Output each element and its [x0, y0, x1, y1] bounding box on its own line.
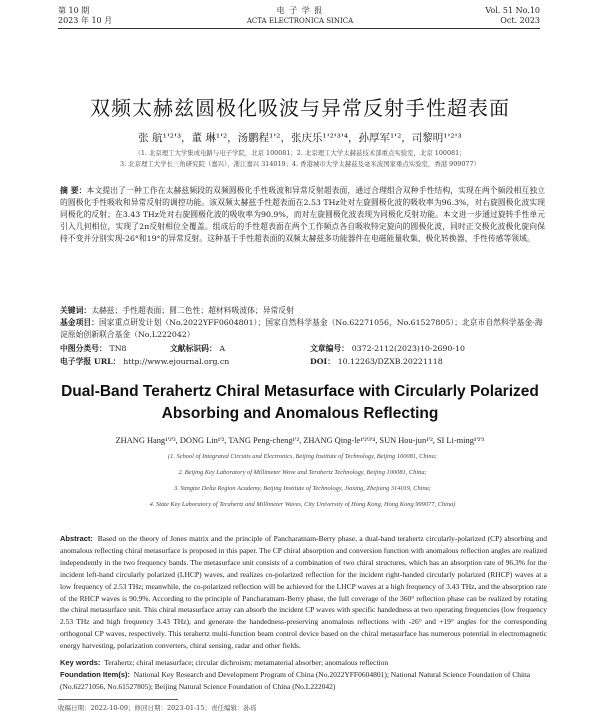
abstract-en-text: Based on the theory of Jones matrix and the principle of Pancharatnam-Berry phase, a dual-band terahertz circularly-polarized (CP) absorbing and anomalous reflecting chiral metasurface is proposed in this paper. The CP chiral absorption and conversion function with anomalous reflection angles are realized independently in the two frequency bands. The metasurface unit consists of a combination of two chiral structures, which has an absorption rate of 96.3% for the incident left-hand circularly polarized (LHCP) waves, and realizes co-polarized reflection for the incident right-handed circularly polarized (RHCP) waves at a low frequency of 2.53 THz; meanwhile, the co-polarized reflection will be achieved for the LHCP waves at a high frequency of 3.43 THz, and the absorption rate of the RHCP waves is 90.9%. According to the principle of Pancharatnam-Berry phase, the full coverage of the 360° reflection phase can be realized by rotating the chiral metasurface unit. This chiral metasurface array can absorb the incident CP waves with specific handedness at two operating frequencies (low frequency 2.53 THz and high frequency 3.43 THz), and generate the handedness-preserving anomalous reflections with -26° and +19° angles for the corresponding orthogonal CP waves, respectively. This terahertz multi-function beam control device based on the chiral metasurface has numerous potential in electromagnetic energy harvesting, polarization converters, chiral sensing, radar and other fields. [60, 534, 547, 651]
clc-label: 中图分类号： [60, 344, 107, 353]
fund-en-text: National Key Research and Development Program of China (No.2022YFF0604801); National Natural Science Foundation of China (No.62271056, No.61527805); Beijing Natural Science Foundation of China (No.L222042) [60, 670, 531, 691]
keywords-en-text: Terahertz; chiral metasurface; circular dichroism; metamaterial absorber; anomalous reflection [104, 658, 389, 667]
volume-number: Vol. 51 No.10 [485, 6, 540, 15]
fund-cn [60, 317, 545, 340]
clc-number [60, 343, 126, 355]
doi [310, 356, 443, 368]
abstract-cn [60, 185, 545, 245]
abstract-cn-label: 摘 要： [60, 186, 87, 195]
title-en-line-1: Dual-Band Terahertz Chiral Metasurface with Circularly Polarized [61, 383, 539, 400]
article-value: 0372-2112(2023)10-2690-10 [351, 344, 465, 353]
journal-url [60, 356, 229, 368]
affiliation-en-3: 3. Yangtze Delta Region Academy, Beijing Institute of Technology, Jiaxing, Zhejiang 314019, China; [174, 485, 431, 492]
keywords-cn [60, 305, 545, 317]
url-label: 电子学报 URL： [60, 357, 121, 366]
keywords-en [60, 657, 547, 669]
fund-cn-text: 国家重点研发计划（No.2022YFF0604801）；国家自然科学基金（No.62271056，No.61527805）；北京市自然科学基金-海淀原始创新联合基金（No.L222042） [60, 318, 543, 339]
footnote-rule [58, 699, 178, 700]
fund-cn-label: 基金项目： [60, 318, 99, 327]
fund-en-label: Foundation Item(s): [60, 670, 130, 679]
clc-value: TN8 [109, 344, 127, 353]
received-date-footnote: 收稿日期：2022-10-09；修回日期：2023-01-15；责任编辑：孙瑶 [58, 704, 257, 712]
authors-cn: 张 航¹'²'³，董 琳¹'²，汤鹏程¹'²，张庆乐¹'²'³'⁴，孙厚军¹'²，司黎明¹'²'³ [138, 132, 462, 144]
affiliation-en-1: (1. School of Integrated Circuits and Electronics, Beijing Institute of Technology, Beijing 100081, China; [168, 453, 437, 460]
url-link[interactable]: http://www.ejournal.org.cn [123, 357, 230, 366]
title-cn: 双频太赫兹圆极化吸波与异常反射手性超表面 [90, 96, 510, 120]
header-rule [58, 28, 540, 29]
document-code [170, 343, 225, 355]
title-en-line-2: Absorbing and Anomalous Reflecting [161, 405, 439, 422]
doc-label: 文献标识码： [170, 344, 217, 353]
date-en: Oct. 2023 [500, 16, 540, 25]
title-en [0, 381, 600, 425]
doi-label: DOI： [310, 357, 335, 366]
issue-cn: 第 10 期 [58, 6, 90, 15]
authors-en: ZHANG Hang¹'²'³, DONG Lin¹'², TANG Peng-cheng¹'², ZHANG Qing-le¹'²'³'⁴, SUN Hou-jun¹'², SI Li-ming¹'²'³ [115, 436, 485, 445]
keywords-en-label: Key words: [60, 658, 101, 667]
keywords-cn-text: 太赫兹；手性超表面；圆二色性；超材料吸波体；异常反射 [91, 306, 294, 315]
affiliation-cn-2: 3. 北京理工大学长三角研究院（嘉兴），浙江嘉兴 314019；4. 香港城市大学太赫兹及毫米波国家重点实验室，香港 999077） [120, 160, 480, 168]
journal-title-cn: 电 子 学 报 [276, 6, 324, 15]
affiliation-en-2: 2. Beijing Key Laboratory of Millimeter Wave and Terahertz Technology, Beijing 100081, China; [178, 469, 427, 476]
fund-en [60, 669, 547, 692]
article-label: 文章编号： [310, 344, 349, 353]
doc-value: A [219, 344, 226, 353]
article-number [310, 343, 465, 355]
affiliation-cn-1: （1. 北京理工大学集成电路与电子学院，北京 100081；2. 北京理工大学太赫兹技术部重点实验室，北京 100081； [134, 149, 466, 157]
date-cn: 2023 年 10 月 [58, 16, 113, 25]
affiliation-en-4: 4. State Key Laboratory of Terahertz and Millimeter Waves, City University of Hong Kong, Hong Kong 999077, China) [149, 501, 456, 508]
abstract-cn-text: 本文提出了一种工作在太赫兹频段的双频圆极化手性吸波和异常反射超表面，通过合理组合双种手性结构，实现在两个频段相互独立的圆极化手性吸收和异常反射的调控功能。该双频太赫兹手性超表面在2.53 THz处对左旋圆极化波的吸收率为96.3%，对右旋圆极化波实现同极化的反射；在3.43 THz处对右旋圆极化波的吸收率为90.9%，而对左旋圆极化波表现为同极化反射功能。本文进一步通过旋转手性单元引入几何相位，实现了2π反射相位全覆盖。组成后的手性超表面在两个工作频点各自吸收特定旋向的圆极化波，同时正交极化波极化旋向保持不变并分别实现-26°和19°的异常反射。这种基于手性超表面的双频太赫兹多功能器件在电磁能量收集、极化转换器、手性传感等领域。 [60, 186, 545, 244]
keywords-cn-label: 关键词： [60, 306, 92, 315]
doi-link[interactable]: 10.12263/DZXB.20221118 [337, 357, 443, 366]
journal-title-en: ACTA ELECTRONICA SINICA [246, 17, 354, 25]
abstract-en-label: Abstract: [60, 534, 93, 543]
abstract-en [60, 533, 547, 652]
